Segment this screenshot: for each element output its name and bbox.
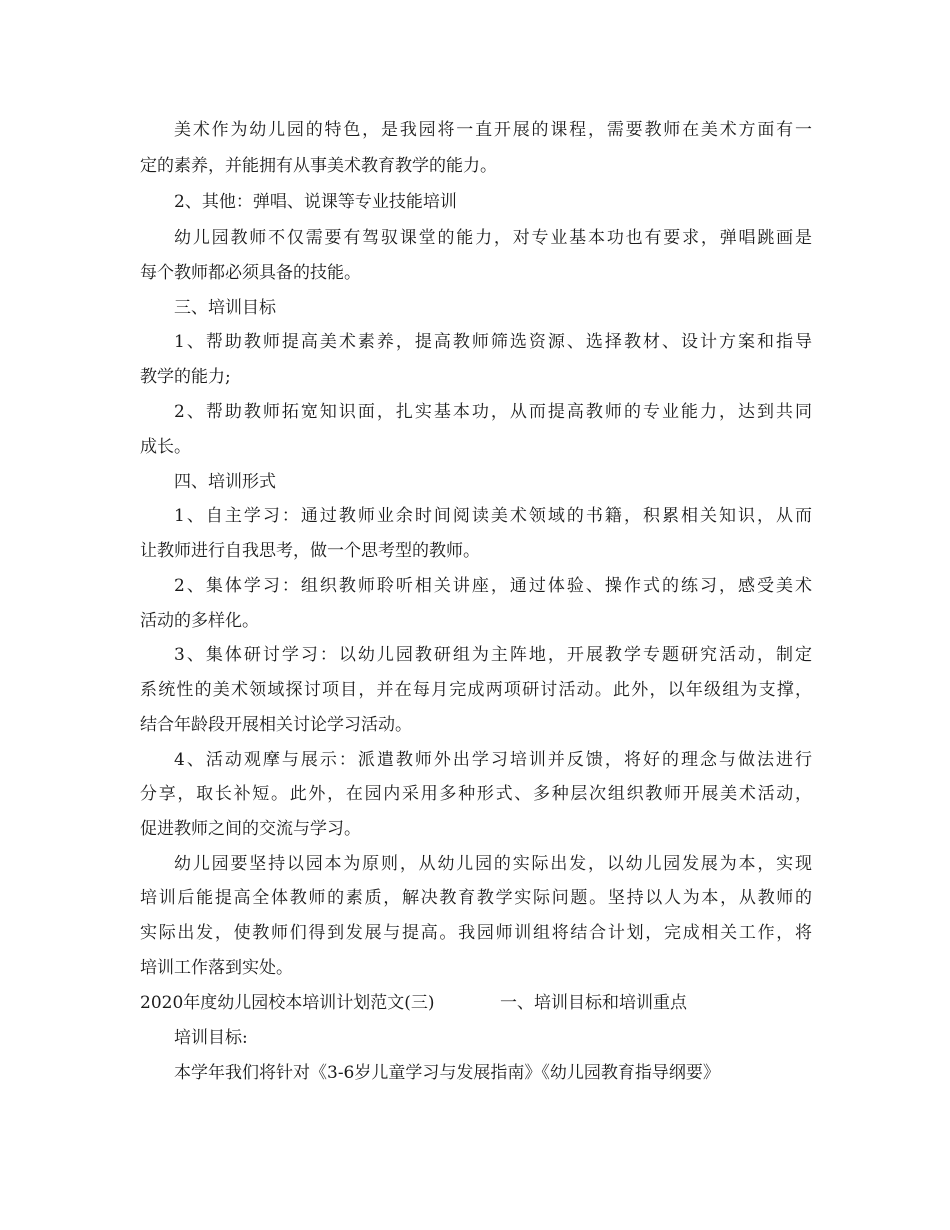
- paragraph-line: 培训后能提高全体教师的素质，解决教育教学实际问题。坚持以人为本，从教师的: [140, 888, 812, 908]
- paragraph-line: 教学的能力;: [140, 367, 231, 387]
- section-heading: 三、培训目标: [174, 298, 276, 318]
- paragraph-line: 4、活动观摩与展示：派遣教师外出学习培训并反馈，将好的理念与做法进行: [174, 750, 812, 770]
- paragraph-line: 促进教师之间的交流与学习。: [140, 819, 361, 839]
- section-heading: 四、培训形式: [174, 472, 276, 492]
- paragraph-line: 1、帮助教师提高美术素养，提高教师筛选资源、选择教材、设计方案和指导: [174, 332, 812, 352]
- paragraph-line: 活动的多样化。: [140, 611, 259, 631]
- paragraph-line: 3、集体研讨学习：以幼儿园教研组为主阵地，开展教学专题研究活动，制定: [174, 645, 812, 665]
- paragraph-line: 培训工作落到实处。: [140, 958, 293, 978]
- section-subtitle: 一、培训目标和培训重点: [500, 993, 687, 1013]
- paragraph-line: 让教师进行自我思考，做一个思考型的教师。: [140, 541, 480, 561]
- paragraph-line: 幼儿园要坚持以园本为原则，从幼儿园的实际出发，以幼儿园发展为本，实现: [174, 854, 812, 874]
- paragraph-line: 本学年我们将针对《3-6岁儿童学习与发展指南》《幼儿园教育指导纲要》: [174, 1063, 720, 1083]
- paragraph-line: 结合年龄段开展相关讨论学习活动。: [140, 715, 412, 735]
- paragraph-line: 2、帮助教师拓宽知识面，扎实基本功，从而提高教师的专业能力，达到共同: [174, 402, 812, 422]
- list-item-heading: 2、其他：弹唱、说课等专业技能培训: [174, 192, 457, 212]
- paragraph-line: 每个教师都必须具备的技能。: [140, 263, 361, 283]
- paragraph-line: 幼儿园教师不仅需要有驾驭课堂的能力，对专业基本功也有要求，弹唱跳画是: [174, 228, 812, 248]
- paragraph-line: 系统性的美术领域探讨项目，并在每月完成两项研讨活动。此外，以年级组为支撑，: [140, 680, 812, 700]
- paragraph-line: 定的素养，并能拥有从事美术教育教学的能力。: [140, 156, 497, 176]
- paragraph-line: 1、自主学习：通过教师业余时间阅读美术领域的书籍，积累相关知识，从而: [174, 506, 812, 526]
- section-title: 2020年度幼儿园校本培训计划范文(三): [140, 993, 435, 1013]
- paragraph-line: 实际出发，使教师们得到发展与提高。我园师训组将结合计划，完成相关工作，将: [140, 923, 812, 943]
- paragraph-line: 成长。: [140, 437, 191, 457]
- paragraph-line: 分享，取长补短。此外，在园内采用多种形式、多种层次组织教师开展美术活动，: [140, 784, 812, 804]
- goal-label: 培训目标:: [174, 1028, 248, 1048]
- paragraph-line: 2、集体学习：组织教师聆听相关讲座，通过体验、操作式的练习，感受美术: [174, 576, 812, 596]
- paragraph-line: 美术作为幼儿园的特色，是我园将一直开展的课程，需要教师在美术方面有一: [174, 120, 812, 140]
